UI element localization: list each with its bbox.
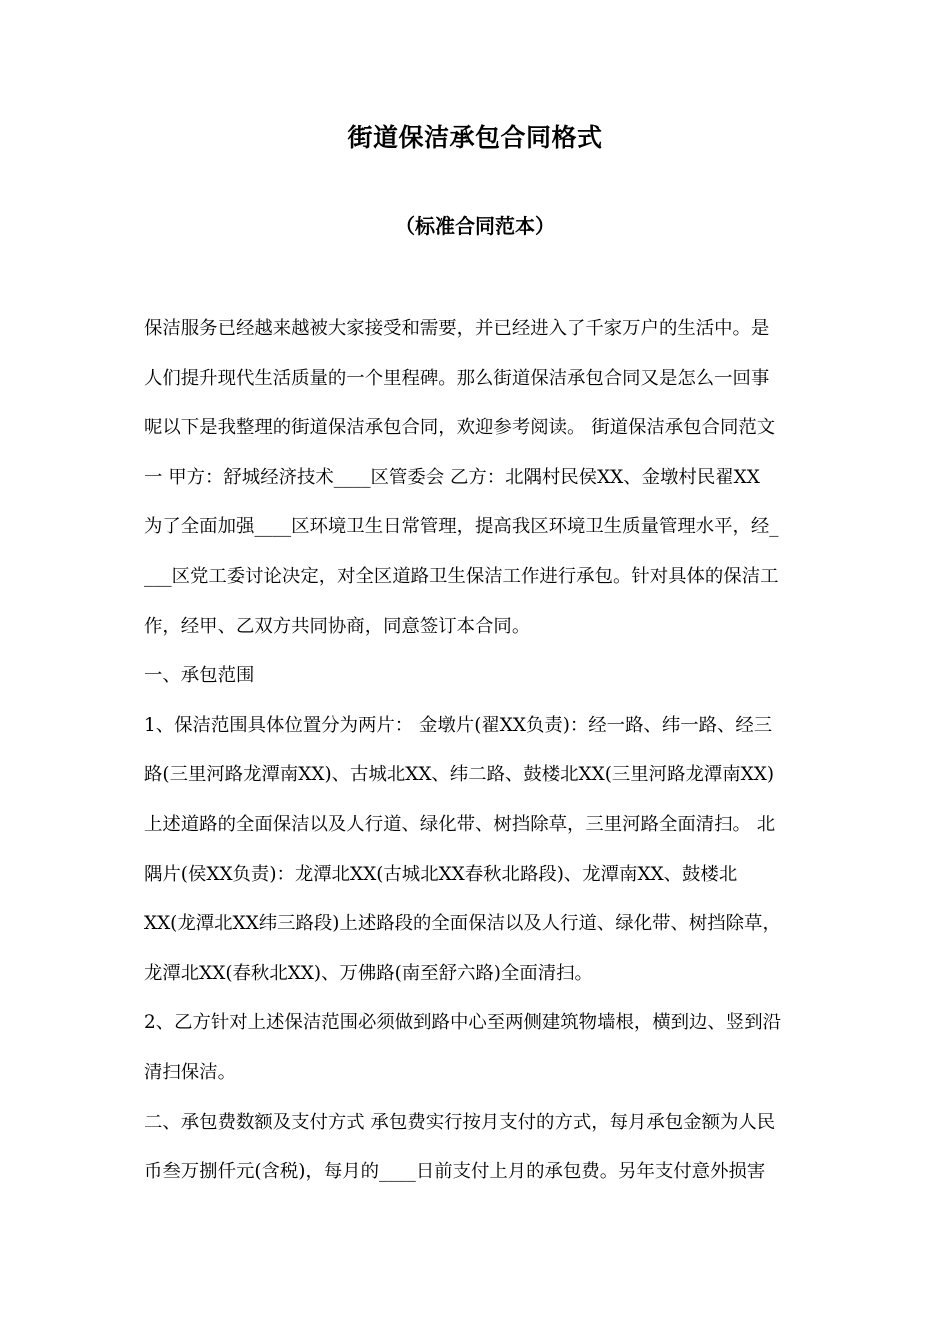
body-line: 龙潭北XX(春秋北XX)、万佛路(南至舒六路)全面清扫。 xyxy=(144,962,593,984)
section-heading: 一、承包范围 xyxy=(144,665,255,687)
body-line: 路(三里河路龙潭南XX)、古城北XX、纬二路、鼓楼北XX(三里河路龙潭南XX) xyxy=(144,764,774,786)
body-line: 清扫保洁。 xyxy=(144,1061,236,1083)
body-line: 为了全面加强____区环境卫生日常管理，提高我区环境卫生质量管理水平，经_ xyxy=(144,516,779,538)
body-line: 币叁万捌仟元(含税)，每月的____日前支付上月的承包费。另年支付意外损害 xyxy=(144,1161,766,1183)
document-title: 街道保洁承包合同格式 xyxy=(347,123,603,152)
document-body xyxy=(144,309,808,1202)
body-line: 人们提升现代生活质量的一个里程碑。那么街道保洁承包合同又是怎么一回事 xyxy=(144,367,770,389)
body-line: ___区党工委讨论决定，对全区道路卫生保洁工作进行承包。针对具体的保洁工 xyxy=(144,565,779,587)
body-line: 上述道路的全面保洁以及人行道、绿化带、树挡除草，三里河路全面清扫。 北 xyxy=(144,813,776,835)
body-line: 作，经甲、乙双方共同协商，同意签订本合同。 xyxy=(144,615,531,637)
section-heading: 二、承包费数额及支付方式 承包费实行按月支付的方式，每月承包金额为人民 xyxy=(144,1111,776,1133)
body-line: 2、乙方针对上述保洁范围必须做到路中心至两侧建筑物墙根，横到边、竖到沿 xyxy=(144,1012,781,1034)
body-line: 隅片(侯XX负责)：龙潭北XX(古城北XX春秋北路段)、龙潭南XX、鼓楼北 xyxy=(144,863,738,885)
body-line: XX(龙潭北XX纬三路段)上述路段的全面保洁以及人行道、绿化带、树挡除草， xyxy=(144,913,781,935)
body-line: 保洁服务已经越来越被大家接受和需要，并已经进入了千家万户的生活中。是 xyxy=(144,318,770,339)
body-line: 呢以下是我整理的街道保洁承包合同，欢迎参考阅读。 街道保洁承包合同范文 xyxy=(144,417,776,439)
body-line: 1、保洁范围具体位置分为两片： 金墩片(翟XX负责)：经一路、纬一路、经三 xyxy=(144,714,773,736)
body-line: 一 甲方：舒城经济技术____区管委会 乙方：北隅村民侯XX、金墩村民翟XX xyxy=(144,466,760,488)
document-subtitle: （标准合同范本） xyxy=(395,214,555,238)
